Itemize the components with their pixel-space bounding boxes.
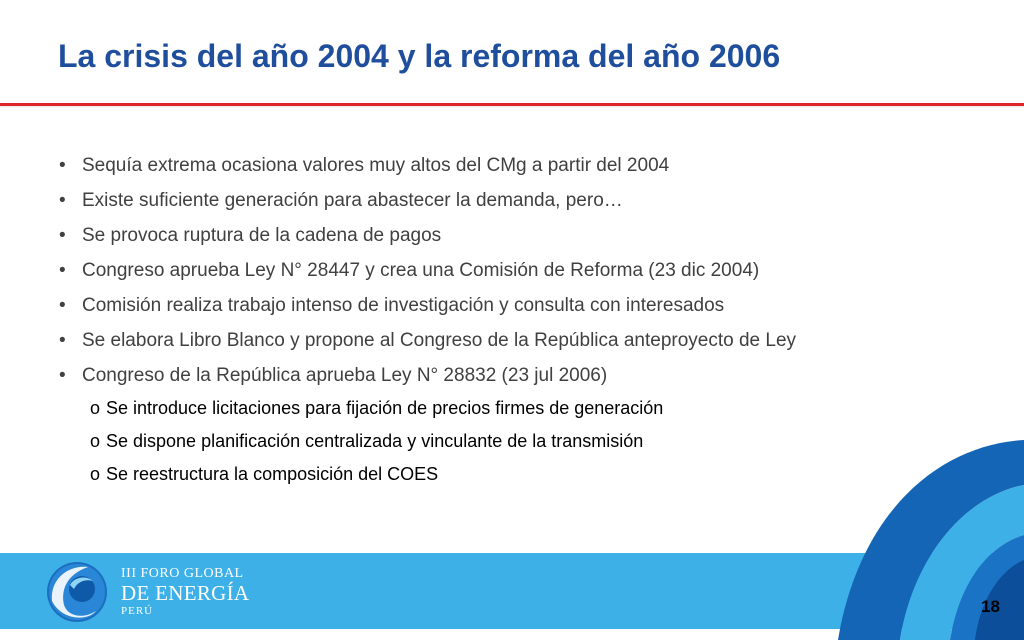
- sub-bullet-marker: o: [90, 431, 101, 451]
- globe-logo-icon: [46, 561, 108, 623]
- bullet-item: [58, 358, 958, 393]
- bullet-text: Se elabora Libro Blanco y propone al Congreso de la República anteproyecto de Ley: [82, 330, 797, 351]
- page-number: 18: [981, 597, 1000, 616]
- sub-bullet-marker: o: [90, 464, 101, 484]
- sub-bullet-text: Se reestructura la composición del COES: [106, 464, 439, 484]
- sub-bullet-list: [90, 392, 890, 491]
- bullet-item: [58, 218, 958, 253]
- sub-bullet-marker: o: [90, 398, 101, 418]
- sub-bullet-item: [90, 458, 890, 491]
- sub-bullet-item: [90, 425, 890, 458]
- bullet-marker: •: [59, 295, 66, 316]
- bullet-text: Existe suficiente generación para abastecer la demanda, pero…: [82, 190, 623, 211]
- sub-bullet-item: [90, 392, 890, 425]
- bullet-marker: •: [59, 225, 66, 246]
- title-divider-shadow: [0, 106, 1024, 108]
- bullet-item: [58, 253, 958, 288]
- logo-line-1: III FORO GLOBAL: [121, 566, 244, 581]
- bullet-marker: •: [59, 155, 66, 176]
- bullet-item: [58, 183, 958, 218]
- logo-line-3: PERÚ: [121, 605, 154, 617]
- bullet-text: Congreso de la República aprueba Ley N° 28832 (23 jul 2006): [82, 365, 608, 386]
- bullet-marker: •: [59, 330, 66, 351]
- logo-line-2: DE ENERGÍA: [121, 581, 250, 605]
- bullet-text: Sequía extrema ocasiona valores muy altos del CMg a partir del 2004: [82, 155, 670, 176]
- bullet-item: [58, 323, 958, 358]
- event-logo-text: [121, 566, 249, 618]
- sub-bullet-text: Se dispone planificación centralizada y vinculante de la transmisión: [106, 431, 644, 451]
- slide-title: La crisis del año 2004 y la reforma del año 2006: [58, 38, 781, 74]
- bullet-item: [58, 288, 958, 323]
- bullet-marker: •: [59, 190, 66, 211]
- bullet-text: Congreso aprueba Ley N° 28447 y crea una Comisión de Reforma (23 dic 2004): [82, 260, 760, 281]
- bullet-marker: •: [59, 365, 66, 386]
- sub-bullet-text: Se introduce licitaciones para fijación de precios firmes de generación: [106, 398, 664, 418]
- bullet-list: [58, 148, 958, 393]
- bullet-marker: •: [59, 260, 66, 281]
- bullet-text: Comisión realiza trabajo intenso de investigación y consulta con interesados: [82, 295, 725, 316]
- bullet-item: [58, 148, 958, 183]
- bullet-text: Se provoca ruptura de la cadena de pagos: [82, 225, 442, 246]
